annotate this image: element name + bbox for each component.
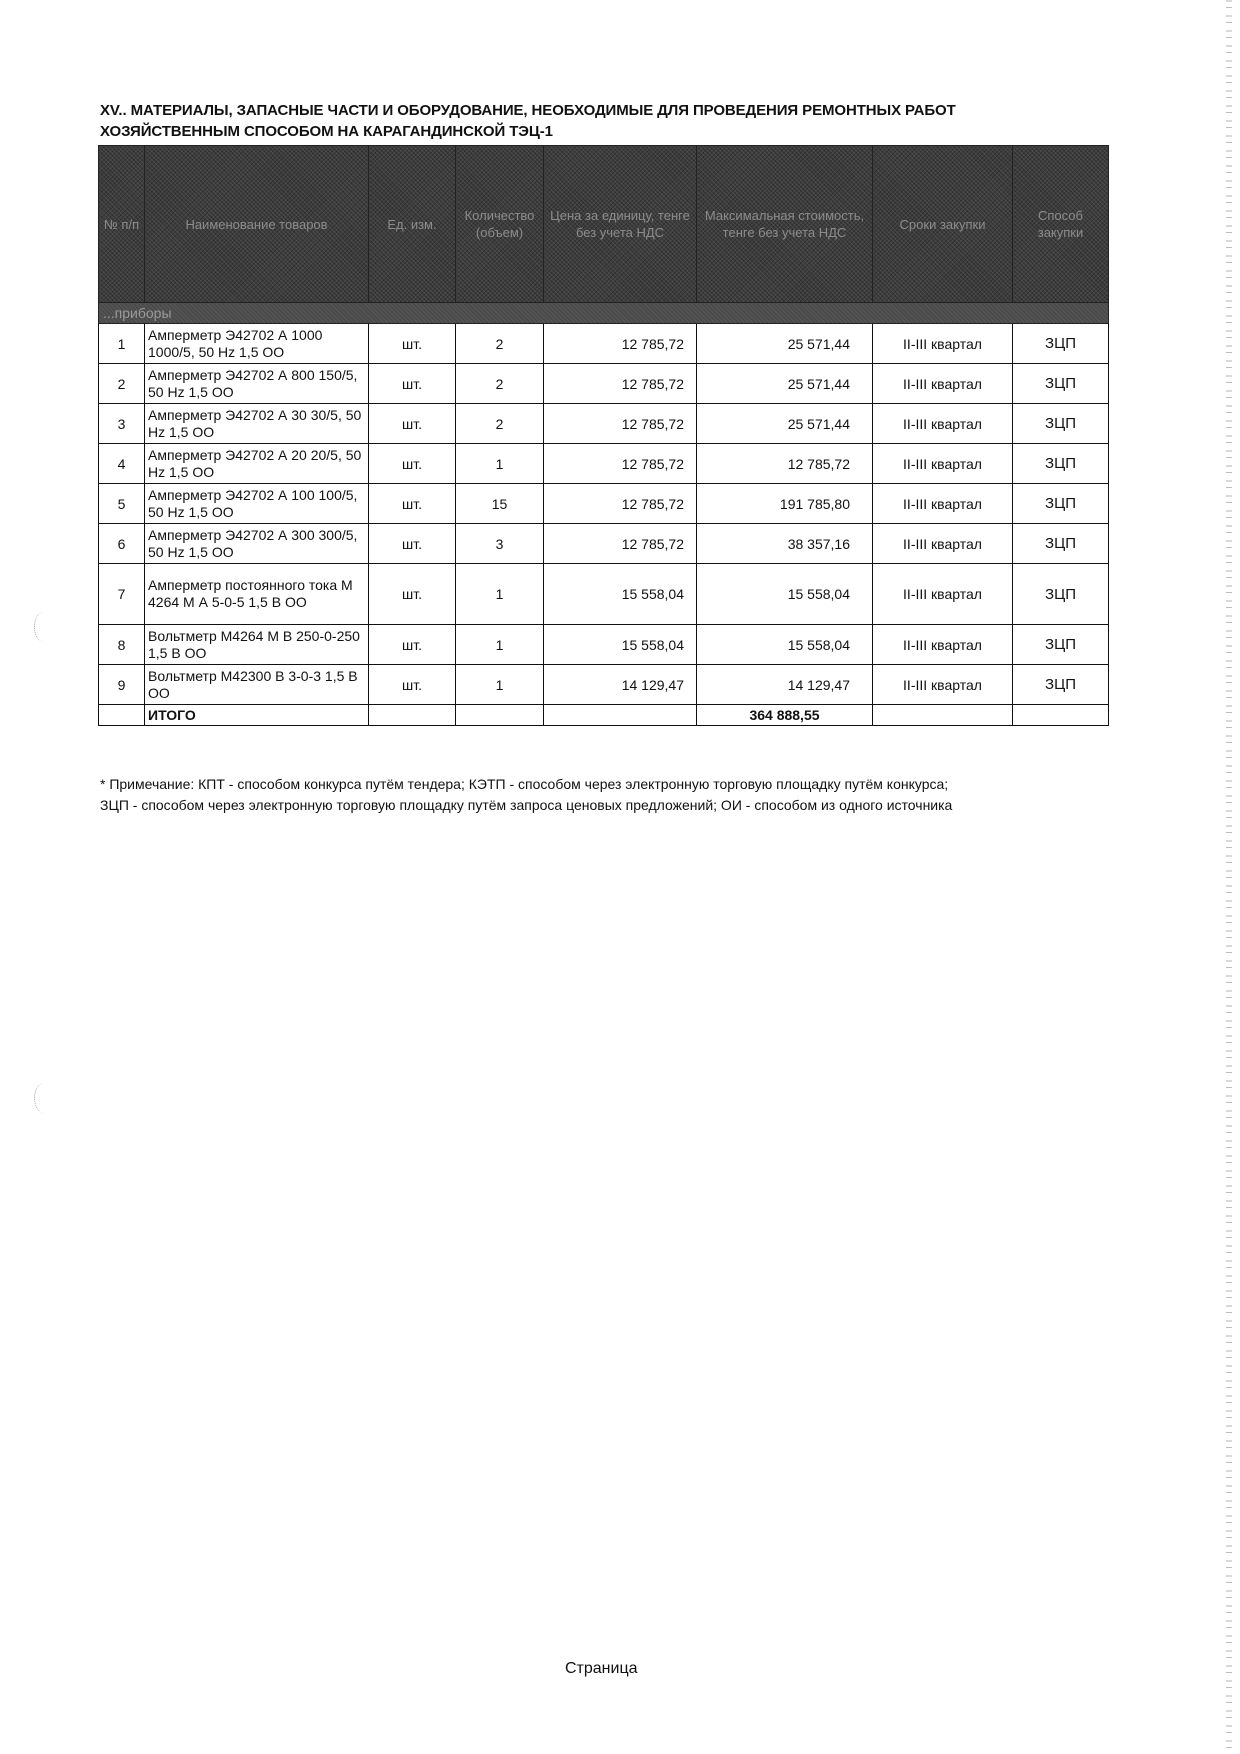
item-sum: 14 129,47 [697, 665, 873, 705]
procurement-table [98, 145, 1109, 726]
item-method: ЗЦП [1013, 404, 1109, 444]
table-row [99, 484, 1109, 524]
item-name: Амперметр Э42702 А 1000 1000/5, 50 Hz 1,5 OO [145, 324, 369, 364]
item-quantity: 1 [456, 625, 544, 665]
item-price: 12 785,72 [544, 404, 697, 444]
item-name: Вольтметр М4264 М В 250-0-250 1,5 В OO [145, 625, 369, 665]
column-header: Способ закупки [1013, 146, 1109, 303]
table-row [99, 665, 1109, 705]
item-term: II-III квартал [873, 484, 1013, 524]
item-method: ЗЦП [1013, 625, 1109, 665]
scan-edge-artifact [1226, 0, 1232, 1754]
item-sum: 15 558,04 [697, 564, 873, 625]
row-number: 9 [99, 665, 145, 705]
column-header: № п/п [99, 146, 145, 303]
item-term: II-III квартал [873, 564, 1013, 625]
item-price: 12 785,72 [544, 484, 697, 524]
total-empty-cell [99, 705, 145, 726]
section-label: ...приборы [99, 303, 1109, 324]
item-sum: 12 785,72 [697, 444, 873, 484]
item-term: II-III квартал [873, 324, 1013, 364]
item-unit: шт. [369, 665, 456, 705]
item-quantity: 2 [456, 404, 544, 444]
item-term: II-III квартал [873, 524, 1013, 564]
item-sum: 25 571,44 [697, 324, 873, 364]
item-method: ЗЦП [1013, 564, 1109, 625]
item-sum: 38 357,16 [697, 524, 873, 564]
page-footer-label: Страница [565, 1660, 638, 1677]
total-empty-cell [873, 705, 1013, 726]
footnote-line: * Примечание: КПТ - способом конкурса путём тендера; КЭТП - способом через электронную торговую площадку путём конкурса; [100, 776, 949, 792]
item-price: 12 785,72 [544, 324, 697, 364]
row-number: 4 [99, 444, 145, 484]
row-number: 1 [99, 324, 145, 364]
item-quantity: 2 [456, 364, 544, 404]
item-method: ЗЦП [1013, 444, 1109, 484]
footnote [100, 774, 1120, 816]
item-unit: шт. [369, 564, 456, 625]
item-price: 12 785,72 [544, 524, 697, 564]
total-empty-cell [369, 705, 456, 726]
column-header: Цена за единицу, тенге без учета НДС [544, 146, 697, 303]
page-title-line: ХОЗЯЙСТВЕННЫМ СПОСОБОМ НА КАРАГАНДИНСКОЙ ТЭЦ-1 [100, 123, 553, 140]
item-term: II-III квартал [873, 625, 1013, 665]
page-title [100, 100, 1080, 142]
item-unit: шт. [369, 524, 456, 564]
item-unit: шт. [369, 484, 456, 524]
item-unit: шт. [369, 625, 456, 665]
item-price: 12 785,72 [544, 444, 697, 484]
item-unit: шт. [369, 444, 456, 484]
item-method: ЗЦП [1013, 364, 1109, 404]
item-quantity: 3 [456, 524, 544, 564]
item-method: ЗЦП [1013, 665, 1109, 705]
section-row [99, 303, 1109, 324]
table-row [99, 524, 1109, 564]
item-name: Амперметр Э42702 А 30 30/5, 50 Hz 1,5 OO [145, 404, 369, 444]
item-unit: шт. [369, 364, 456, 404]
table-row [99, 404, 1109, 444]
row-number: 5 [99, 484, 145, 524]
row-number: 8 [99, 625, 145, 665]
item-name: Амперметр постоянного тока М 4264 М А 5-0-5 1,5 В OO [145, 564, 369, 625]
item-method: ЗЦП [1013, 524, 1109, 564]
item-sum: 25 571,44 [697, 404, 873, 444]
item-term: II-III квартал [873, 665, 1013, 705]
column-header: Максимальная стоимость, тенге без учета НДС [697, 146, 873, 303]
table-header-row [99, 146, 1109, 303]
page-title-line: XV.. МАТЕРИАЛЫ, ЗАПАСНЫЕ ЧАСТИ И ОБОРУДОВАНИЕ, НЕОБХОДИМЫЕ ДЛЯ ПРОВЕДЕНИЯ РЕМОНТНЫХ РАБОТ [100, 102, 956, 119]
item-unit: шт. [369, 404, 456, 444]
row-number: 6 [99, 524, 145, 564]
table-row [99, 625, 1109, 665]
total-empty-cell [1013, 705, 1109, 726]
item-method: ЗЦП [1013, 324, 1109, 364]
table-row [99, 324, 1109, 364]
item-quantity: 2 [456, 324, 544, 364]
row-number: 2 [99, 364, 145, 404]
total-empty-cell [456, 705, 544, 726]
column-header: Количество (объем) [456, 146, 544, 303]
item-term: II-III квартал [873, 444, 1013, 484]
item-sum: 15 558,04 [697, 625, 873, 665]
item-quantity: 15 [456, 484, 544, 524]
total-empty-cell [544, 705, 697, 726]
item-unit: шт. [369, 324, 456, 364]
row-number: 3 [99, 404, 145, 444]
item-sum: 25 571,44 [697, 364, 873, 404]
item-quantity: 1 [456, 665, 544, 705]
item-price: 12 785,72 [544, 364, 697, 404]
row-number: 7 [99, 564, 145, 625]
table-row [99, 564, 1109, 625]
table-row [99, 364, 1109, 404]
table-row [99, 444, 1109, 484]
item-quantity: 1 [456, 444, 544, 484]
punch-hole-mark [34, 612, 53, 642]
column-header: Сроки закупки [873, 146, 1013, 303]
item-term: II-III квартал [873, 364, 1013, 404]
total-label: ИТОГО [145, 705, 369, 726]
column-header: Ед. изм. [369, 146, 456, 303]
item-quantity: 1 [456, 564, 544, 625]
punch-hole-mark [34, 1083, 53, 1113]
item-name: Амперметр Э42702 А 20 20/5, 50 Hz 1,5 OO [145, 444, 369, 484]
total-sum: 364 888,55 [697, 705, 873, 726]
item-price: 14 129,47 [544, 665, 697, 705]
item-name: Амперметр Э42702 А 800 150/5, 50 Hz 1,5 OO [145, 364, 369, 404]
item-sum: 191 785,80 [697, 484, 873, 524]
item-term: II-III квартал [873, 404, 1013, 444]
item-price: 15 558,04 [544, 625, 697, 665]
item-name: Амперметр Э42702 А 100 100/5, 50 Hz 1,5 OO [145, 484, 369, 524]
column-header: Наименование товаров [145, 146, 369, 303]
item-price: 15 558,04 [544, 564, 697, 625]
item-name: Амперметр Э42702 А 300 300/5, 50 Hz 1,5 OO [145, 524, 369, 564]
footnote-line: ЗЦП - способом через электронную торговую площадку путём запроса ценовых предложений; ОИ - способом из одного источника [100, 797, 953, 813]
item-name: Вольтметр М42300 В 3-0-3 1,5 В OO [145, 665, 369, 705]
item-method: ЗЦП [1013, 484, 1109, 524]
total-row [99, 705, 1109, 726]
